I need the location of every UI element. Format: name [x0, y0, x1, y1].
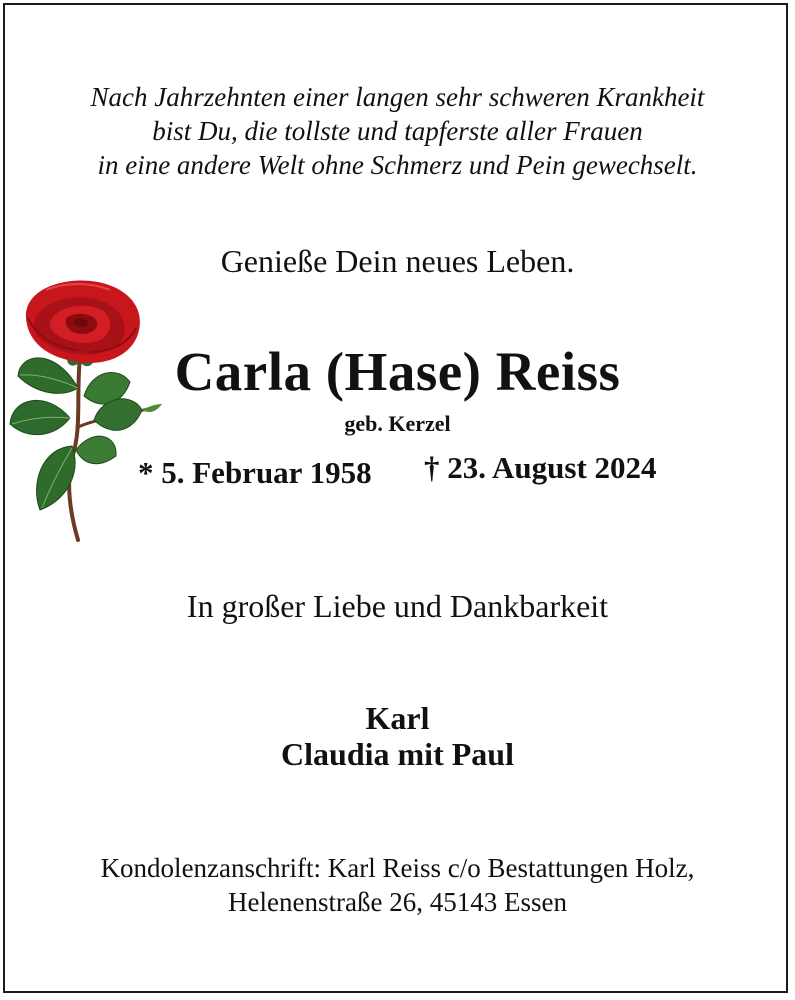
family-member-1: Karl	[365, 700, 430, 736]
thanks-text: In großer Liebe und Dankbarkeit	[186, 588, 609, 624]
birth-name: geb. Kerzel	[344, 411, 451, 436]
motto-text: Genieße Dein neues Leben.	[220, 243, 575, 279]
death-date: † 23. August 2024	[424, 450, 657, 485]
birth-date: * 5. Februar 1958	[138, 455, 372, 490]
family-member-2: Claudia mit Paul	[281, 736, 514, 772]
life-dates	[0, 450, 795, 490]
condolence-address-line-2: Helenenstraße 26, 45143 Essen	[228, 887, 567, 917]
condolence-address-line-1: Kondolenzanschrift: Karl Reiss c/o Bestattungen Holz,	[100, 853, 695, 883]
poem-line-2: bist Du, die tollste und tapferste aller Frauen	[152, 116, 643, 146]
poem-line-1: Nach Jahrzehnten einer langen sehr schweren Krankheit	[90, 82, 705, 112]
poem-line-3: in eine andere Welt ohne Schmerz und Pein gewechselt.	[97, 150, 698, 180]
deceased-name: Carla (Hase) Reiss	[174, 341, 621, 402]
